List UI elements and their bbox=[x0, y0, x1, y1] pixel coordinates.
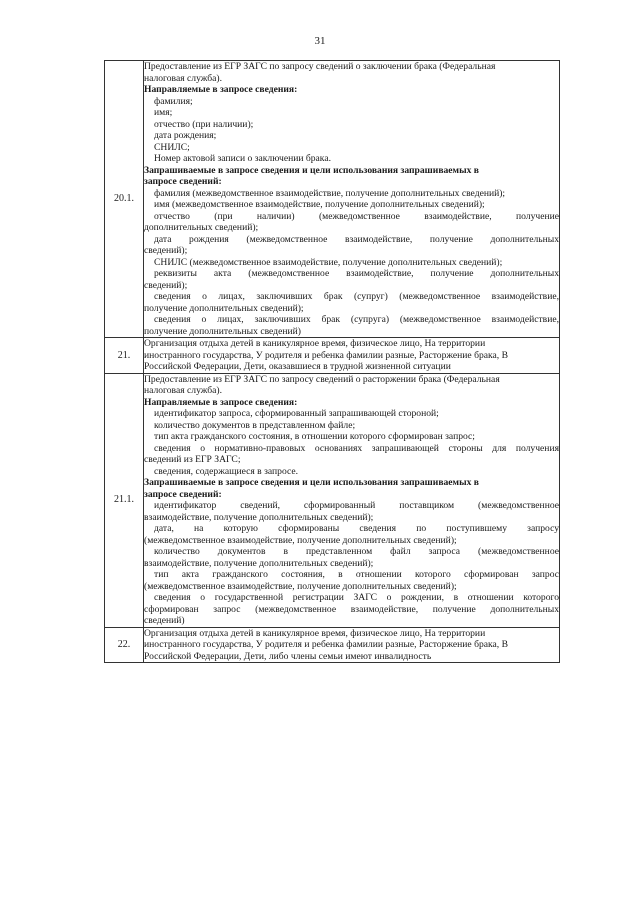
section-heading: Запрашиваемые в запросе сведения и цели использования запрашиваемых в bbox=[144, 164, 479, 176]
text-line: сведений из ЕГР ЗАГС; bbox=[144, 454, 241, 465]
table-row bbox=[105, 338, 560, 374]
text-line: сведения о лицах, заключивших брак (супруг) (межведомственное взаимодействие, bbox=[154, 291, 559, 302]
page-number: 31 bbox=[314, 35, 326, 47]
text-line: фамилия (межведомственное взаимодействие, получение дополнительных сведений); bbox=[154, 187, 506, 199]
text-line: налоговая служба). bbox=[144, 72, 222, 84]
text-line: количество документов в представленном файле; bbox=[154, 419, 356, 431]
text-line: взаимодействие, получение дополнительных сведений); bbox=[144, 557, 374, 569]
text-line: дата рождения (межведомственное взаимодействие, получение дополнительных bbox=[154, 233, 559, 245]
text-line: Организация отдыха детей в каникулярное время, физическое лицо, На территории bbox=[144, 627, 486, 639]
text-line: имя (межведомственное взаимодействие, получение дополнительных сведений); bbox=[154, 199, 485, 210]
row-description bbox=[144, 61, 560, 338]
text-line: сведения о лицах, заключивших брак (супруга) (межведомственное взаимодействие, bbox=[154, 314, 559, 325]
text-line: Предоставление из ЕГР ЗАГС по запросу сведений о заключении брака (Федеральная bbox=[144, 61, 496, 72]
text-line: налоговая служба). bbox=[144, 385, 222, 396]
text-line: СНИЛС; bbox=[154, 141, 190, 153]
text-line: (межведомственное взаимодействие, получение дополнительных сведений); bbox=[144, 580, 457, 592]
text-line: дата, на которую сформированы сведения по поступившему запросу bbox=[154, 523, 559, 534]
text-line: сведения о нормативно-правовых основаниях запрашивающей стороны для получения bbox=[154, 442, 559, 454]
table-row bbox=[105, 373, 560, 627]
text-line: Организация отдыха детей в каникулярное время, физическое лицо, На территории bbox=[144, 338, 486, 349]
text-line: идентификатор сведений, сформированный поставщиком (межведомственное bbox=[154, 500, 559, 511]
table-row bbox=[105, 61, 560, 338]
text-line: дополнительных сведений); bbox=[144, 222, 259, 233]
text-line: количество документов в представленном файл запроса (межведомственное bbox=[154, 546, 559, 557]
text-line: дата рождения; bbox=[154, 130, 217, 141]
row-number: 21. bbox=[105, 338, 144, 374]
section-heading: Направляемые в запросе сведения: bbox=[144, 396, 298, 408]
text-line: сведения, содержащиеся в запросе. bbox=[154, 465, 299, 477]
text-line: получение дополнительных сведений); bbox=[144, 302, 304, 314]
row-number: 22. bbox=[105, 627, 144, 663]
text-line: тип акта гражданского состояния, в отношении которого сформирован запрос bbox=[154, 569, 559, 580]
row-description bbox=[144, 627, 560, 663]
text-line: отчество (при наличии) (межведомственное взаимодействие, получение bbox=[154, 210, 559, 222]
text-line: получение дополнительных сведений) bbox=[144, 325, 301, 337]
text-line: имя; bbox=[154, 107, 173, 118]
text-line: (межведомственное взаимодействие, получение дополнительных сведений); bbox=[144, 534, 457, 546]
text-line: взаимодействие, получение дополнительных сведений); bbox=[144, 511, 374, 523]
row-number: 21.1. bbox=[105, 373, 144, 627]
row-description bbox=[144, 373, 560, 627]
row-description bbox=[144, 338, 560, 374]
text-line: фамилия; bbox=[154, 95, 193, 107]
text-line: СНИЛС (межведомственное взаимодействие, получение дополнительных сведений); bbox=[154, 256, 503, 268]
section-heading: Запрашиваемые в запросе сведения и цели использования запрашиваемых в bbox=[144, 477, 479, 488]
text-line: сведения о государственной регистрации ЗАГС о рождении, в отношении которого bbox=[154, 592, 559, 603]
row-number: 20.1. bbox=[105, 61, 144, 338]
text-line: Российской Федерации, Дети, либо члены семьи имеют инвалидность bbox=[144, 650, 432, 662]
section-heading: запросе сведений: bbox=[144, 176, 222, 187]
text-line: идентификатор запроса, сформированный запрашивающей стороной; bbox=[154, 408, 439, 419]
text-line: Предоставление из ЕГР ЗАГС по запросу сведений о расторжении брака (Федеральная bbox=[144, 373, 500, 385]
text-line: реквизиты акта (межведомственное взаимодействие, получение дополнительных bbox=[154, 268, 559, 279]
text-line: тип акта гражданского состояния, в отношении которого сформирован запрос; bbox=[154, 431, 475, 442]
section-heading: запросе сведений: bbox=[144, 488, 222, 500]
text-line: сведений) bbox=[144, 615, 185, 626]
text-line: иностранного государства, У родителя и ребенка фамилии разные, Расторжение брака, В bbox=[144, 639, 508, 650]
text-line: сведений); bbox=[144, 245, 188, 256]
text-line: сформирован запрос (межведомственное взаимодействие, получение дополнительных bbox=[144, 603, 559, 615]
text-line: иностранного государства, У родителя и ребенка фамилии разные, Расторжение брака, В bbox=[144, 349, 508, 361]
text-line: Номер актовой записи о заключении брака. bbox=[154, 153, 331, 164]
text-line: Российской Федерации, Дети, оказавшиеся в трудной жизненной ситуации bbox=[144, 361, 451, 372]
section-heading: Направляемые в запросе сведения: bbox=[144, 84, 298, 95]
table-row bbox=[105, 627, 560, 663]
text-line: отчество (при наличии); bbox=[154, 118, 254, 130]
services-table bbox=[104, 60, 560, 663]
table-body bbox=[105, 61, 560, 663]
text-line: сведений); bbox=[144, 279, 188, 291]
